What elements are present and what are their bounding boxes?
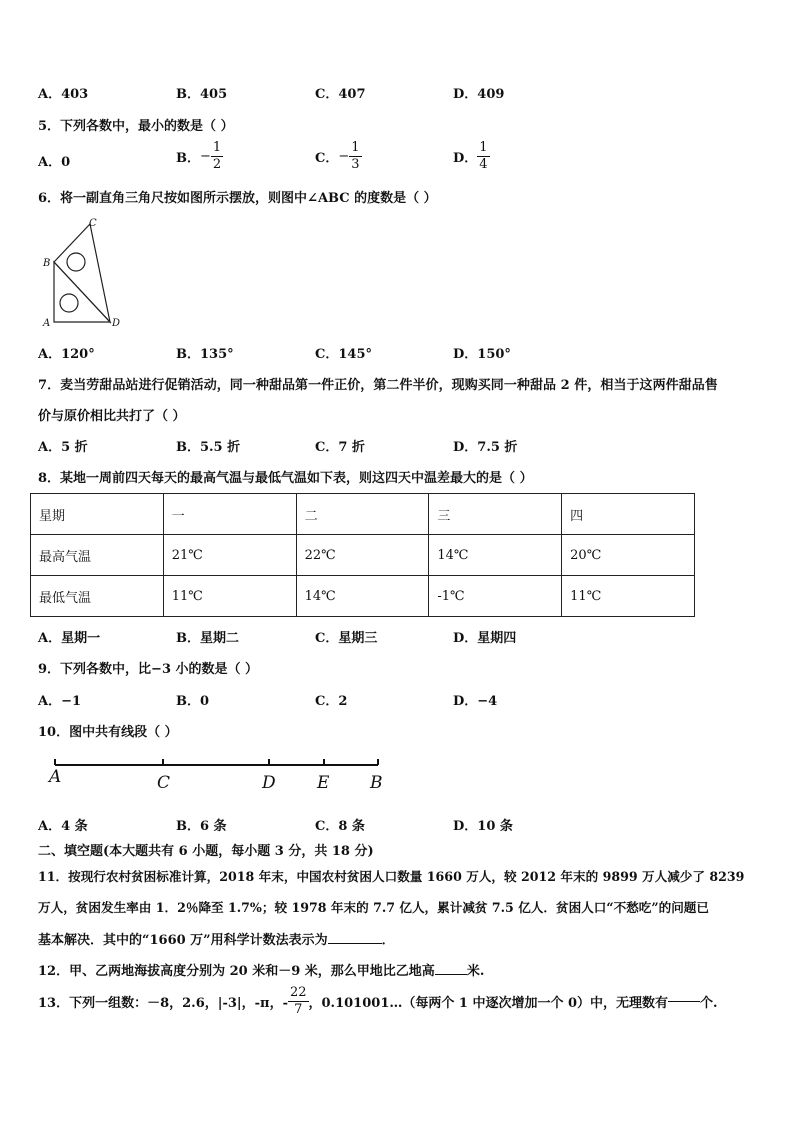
line-segment-figure bbox=[40, 752, 390, 794]
q6-option-b: B．135° bbox=[176, 347, 234, 362]
point-label-d: D bbox=[262, 773, 276, 793]
question-6-stem: 6．将一副直角三角尺按如图所示摆放，则图中∠ABC 的度数是（ ） bbox=[38, 191, 437, 206]
question-13: 13．下列一组数：－8，2.6，|-3|，-π，- $\frac{22}{7}$ ，0.101001…（每两个 1 中逐次增加一个 0）中，无理数有 个. bbox=[38, 985, 718, 1017]
table-cell: 星期 bbox=[31, 494, 164, 535]
table-cell: 四 bbox=[562, 494, 695, 535]
fraction: $\frac{1}{4}$ bbox=[479, 140, 488, 172]
table-cell: 最低气温 bbox=[31, 576, 164, 617]
question-11-line-2: 万人，贫困发生率由 1．2％降至 1.7%；较 1978 年末的 7.7 亿人，累计减贫 7.5 亿人．贫困人口“不愁吃”的问题已 bbox=[38, 900, 709, 915]
fraction: $\frac{22}{7}$ bbox=[289, 985, 307, 1017]
q5-option-d: D． $\frac{1}{4}$ bbox=[453, 140, 488, 172]
q7-option-b: B．5.5 折 bbox=[176, 440, 241, 455]
point-label-b: B bbox=[370, 773, 383, 793]
q10-option-d: D．10 条 bbox=[453, 819, 513, 834]
set-square-figure bbox=[38, 214, 128, 330]
table-cell: -1℃ bbox=[429, 576, 562, 617]
label-b: B bbox=[43, 258, 51, 269]
q5-option-c: C．− $\frac{1}{3}$ bbox=[315, 140, 360, 172]
q10-option-c: C．8 条 bbox=[315, 819, 365, 834]
q8-option-a: A．星期一 bbox=[38, 631, 101, 646]
q5-option-a: A．0 bbox=[38, 155, 71, 170]
upper-hole-circle bbox=[67, 253, 85, 271]
q10-option-a: A．4 条 bbox=[38, 819, 88, 834]
q4-option-c: C．407 bbox=[315, 87, 366, 102]
q8-option-d: D．星期四 bbox=[453, 631, 517, 646]
point-label-e: E bbox=[317, 773, 330, 793]
q5-option-b: B．− $\frac{1}{2}$ bbox=[176, 140, 222, 172]
question-7-line-1: 7．麦当劳甜品站进行促销活动，同一种甜品第一件正价，第二件半价，现购买同一种甜品 2 件，相当于这两件甜品售 bbox=[38, 378, 718, 393]
upper-triangle bbox=[54, 224, 110, 322]
table-row bbox=[31, 576, 695, 617]
table-cell: 22℃ bbox=[296, 535, 429, 576]
table-row bbox=[31, 535, 695, 576]
q6-option-a: A．120° bbox=[38, 347, 95, 362]
q9-option-b: B．0 bbox=[176, 694, 210, 709]
fraction: $\frac{1}{2}$ bbox=[212, 140, 222, 172]
point-label-a: A bbox=[49, 767, 62, 787]
q6-option-d: D．150° bbox=[453, 347, 511, 362]
q4-option-b: B．405 bbox=[176, 87, 228, 102]
table-cell: 一 bbox=[163, 494, 296, 535]
question-9-stem: 9．下列各数中，比−3 小的数是（ ） bbox=[38, 662, 259, 677]
answer-blank[interactable] bbox=[435, 974, 467, 975]
table-row bbox=[31, 494, 695, 535]
point-label-c: C bbox=[157, 773, 171, 793]
fraction: $\frac{1}{3}$ bbox=[351, 140, 360, 172]
q7-option-a: A．5 折 bbox=[38, 440, 88, 455]
question-8-stem: 8．某地一周前四天每天的最高气温与最低气温如下表，则这四天中温差最大的是（ ） bbox=[38, 471, 533, 486]
question-7-line-2: 价与原价相比共打了（ ） bbox=[38, 409, 186, 424]
table-cell: 二 bbox=[296, 494, 429, 535]
table-cell: 20℃ bbox=[562, 535, 695, 576]
table-cell: 11℃ bbox=[562, 576, 695, 617]
q6-option-c: C．145° bbox=[315, 347, 372, 362]
label-c: C bbox=[89, 218, 97, 229]
table-cell: 21℃ bbox=[163, 535, 296, 576]
table-cell: 最高气温 bbox=[31, 535, 164, 576]
q8-option-c: C．星期三 bbox=[315, 631, 378, 646]
question-11-line-1: 11．按现行农村贫困标准计算，2018 年末，中国农村贫困人口数量 1660 万人，较 2012 年末的 9899 万人减少了 8239 bbox=[38, 869, 745, 884]
table-cell: 三 bbox=[429, 494, 562, 535]
label-a: A bbox=[43, 318, 51, 329]
q9-option-c: C．2 bbox=[315, 694, 348, 709]
table-cell: 14℃ bbox=[429, 535, 562, 576]
q7-option-d: D．7.5 折 bbox=[453, 440, 518, 455]
q10-option-b: B．6 条 bbox=[176, 819, 227, 834]
question-10-stem: 10．图中共有线段（ ） bbox=[38, 725, 178, 740]
q4-option-a: A．403 bbox=[38, 87, 89, 102]
question-12: 12．甲、乙两地海拔高度分别为 20 米和－9 米，那么甲地比乙地高 米. bbox=[38, 964, 485, 979]
label-d: D bbox=[112, 318, 121, 329]
section-2-heading: 二、填空题(本大题共有 6 小题，每小题 3 分，共 18 分) bbox=[38, 844, 374, 859]
table-cell: 14℃ bbox=[296, 576, 429, 617]
answer-blank[interactable] bbox=[668, 1001, 700, 1002]
q4-option-d: D．409 bbox=[453, 87, 505, 102]
question-5-stem: 5．下列各数中，最小的数是（ ） bbox=[38, 119, 234, 134]
q9-option-a: A．−1 bbox=[38, 694, 82, 709]
temperature-table bbox=[30, 493, 695, 617]
answer-blank[interactable] bbox=[328, 943, 382, 944]
table-cell: 11℃ bbox=[163, 576, 296, 617]
q7-option-c: C．7 折 bbox=[315, 440, 365, 455]
q8-option-b: B．星期二 bbox=[176, 631, 239, 646]
q9-option-d: D．−4 bbox=[453, 694, 498, 709]
question-11-line-3: 基本解决．其中的“1660 万”用科学计数法表示为 ． bbox=[38, 933, 395, 948]
lower-hole-circle bbox=[60, 294, 78, 312]
